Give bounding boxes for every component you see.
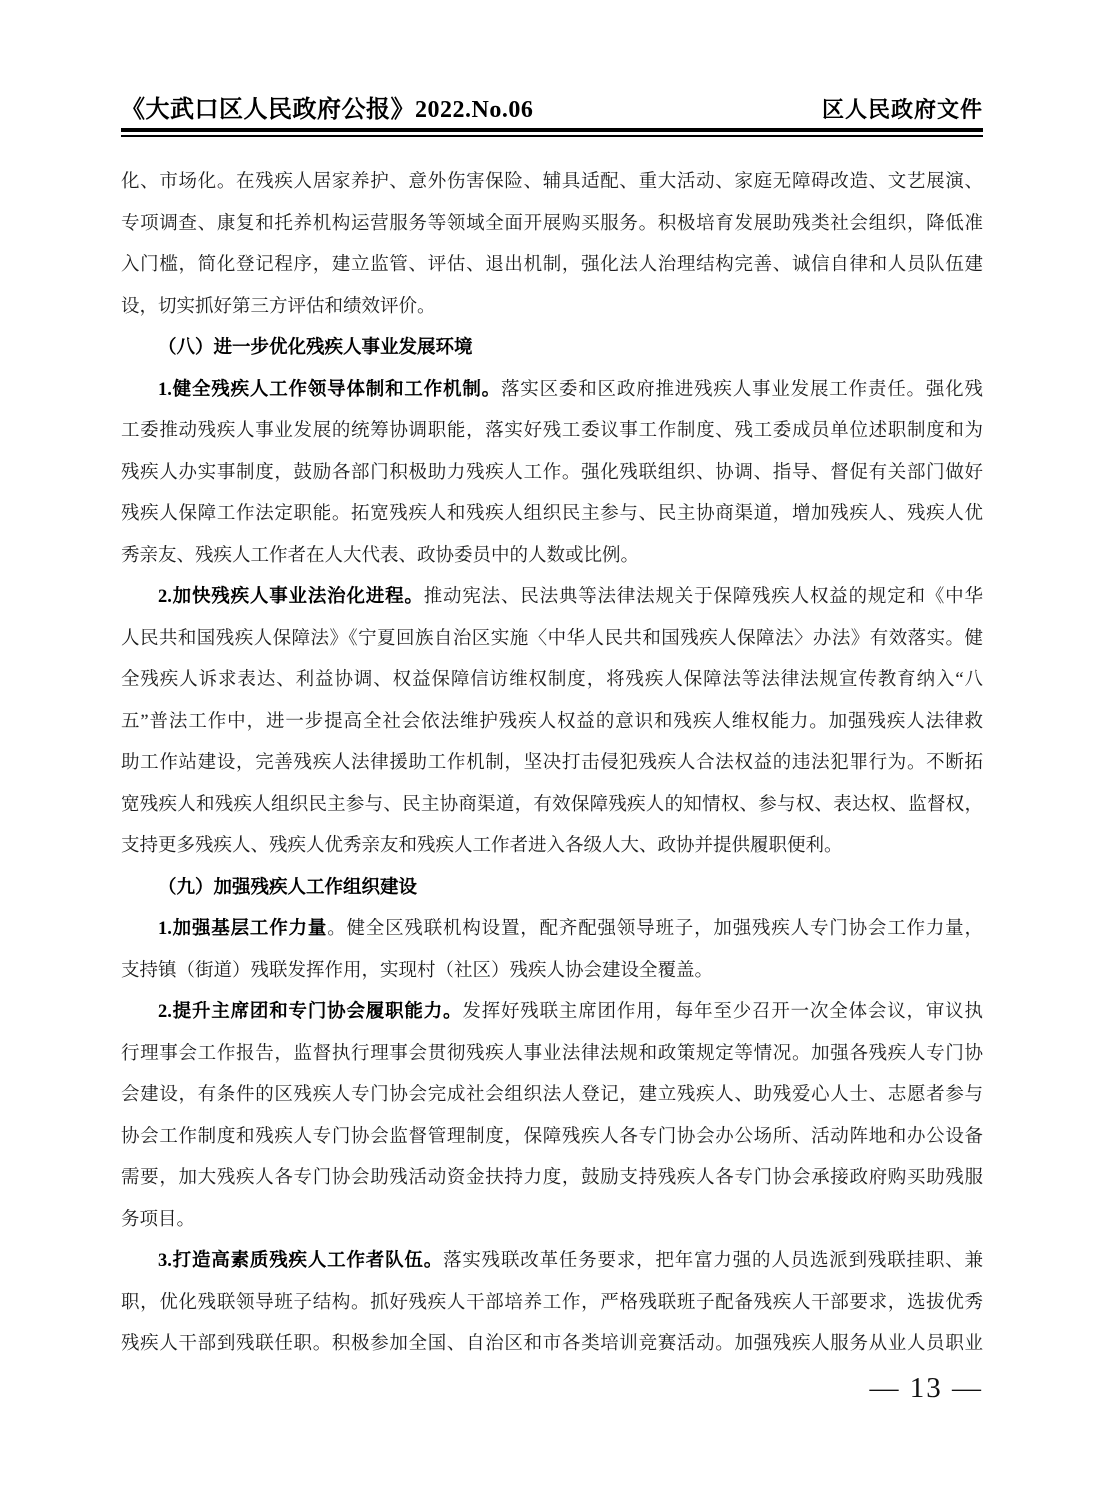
paragraph-line	[121, 619, 983, 661]
text-run: 人民共和国残疾人保障法》《宁夏回族自治区实施〈中华人民共和国残疾人保障法〉办法》有效落实。健	[121, 628, 983, 649]
text-run: 化、市场化。在残疾人居家养护、意外伤害保险、辅具适配、重大活动、家庭无障碍改造、文艺展演、	[121, 172, 983, 192]
paragraph-line	[121, 743, 983, 785]
text-run: 发挥好残联主席团作用，每年至少召开一次全体会议，审议执	[462, 1002, 983, 1022]
text-run: 入门槛，简化登记程序，建立监管、评估、退出机制，强化法人治理结构完善、诚信自律和人员队伍建	[121, 255, 983, 275]
paragraph-line	[121, 204, 983, 246]
paragraph-line	[121, 287, 983, 329]
bold-text-run: 1.健全残疾人工作领导体制和工作机制。	[158, 379, 501, 400]
paragraph-line	[121, 951, 983, 993]
text-run: 宽残疾人和残疾人组织民主参与、民主协商渠道，有效保障残疾人的知情权、参与权、表达权、监督权，	[121, 794, 983, 815]
paragraph-line	[121, 162, 983, 204]
paragraph-line	[121, 245, 983, 287]
page-header	[121, 97, 983, 137]
document-body	[121, 162, 983, 1366]
text-run: 秀亲友、残疾人工作者在人大代表、政协委员中的人数或比例。	[121, 545, 640, 566]
text-run: 支持更多残疾人、残疾人优秀亲友和残疾人工作者进入各级人大、政协并提供履职便利。	[121, 836, 843, 856]
text-run: 需要，加大残疾人各专门协会助残活动资金扶持力度，鼓励支持残疾人各专门协会承接政府购买助残服	[121, 1168, 983, 1188]
paragraph-line	[121, 494, 983, 536]
text-run: 支持镇（街道）残联发挥作用，实现村（社区）残疾人协会建设全覆盖。	[121, 960, 714, 981]
paragraph-line	[121, 1034, 983, 1076]
paragraph-line	[121, 453, 983, 495]
text-run: 专项调查、康复和托养机构运营服务等领域全面开展购买服务。积极培育发展助残类社会组织，降低准	[121, 213, 983, 234]
paragraph-line	[121, 826, 983, 868]
paragraph-line	[121, 1241, 983, 1283]
paragraph-line	[121, 1158, 983, 1200]
page-footer	[121, 1372, 983, 1405]
paragraph-line	[121, 1283, 983, 1325]
text-run: 推动宪法、民法典等法律法规关于保障残疾人权益的规定和《中华	[423, 587, 983, 607]
page-number: — 13 —	[869, 1371, 983, 1404]
text-run: 职，优化残联领导班子结构。抓好残疾人干部培养工作，严格残联班子配备残疾人干部要求，选拔优秀	[121, 1292, 983, 1313]
text-run: 全残疾人诉求表达、利益协调、权益保障信访维权制度，将残疾人保障法等法律法规宣传教育纳入“八	[121, 670, 983, 690]
text-run: 五”普法工作中，进一步提高全社会依法维护残疾人权益的意识和残疾人维权能力。加强残疾人法律救	[121, 711, 983, 732]
bold-text-run: （八）进一步优化残疾人事业发展环境	[158, 338, 473, 358]
paragraph-line	[121, 1200, 983, 1242]
text-run: 协会工作制度和残疾人专门协会监督管理制度，保障残疾人各专门协会办公场所、活动阵地和办公设备	[121, 1126, 983, 1147]
text-run: 残疾人保障工作法定职能。拓宽残疾人和残疾人组织民主参与、民主协商渠道，增加残疾人、残疾人优	[121, 504, 983, 524]
bold-text-run: 2.加快残疾人事业法治化进程。	[158, 587, 424, 607]
paragraph-line	[121, 1324, 983, 1366]
text-run: 落实区委和区政府推进残疾人事业发展工作责任。强化残	[501, 379, 983, 400]
paragraph-line	[121, 370, 983, 412]
header-double-rule	[121, 128, 983, 137]
paragraph-line	[121, 660, 983, 702]
paragraph-line	[121, 909, 983, 951]
document-category-label: 区人民政府文件	[821, 97, 983, 122]
text-run: 务项目。	[121, 1209, 196, 1230]
paragraph-line	[121, 785, 983, 827]
gazette-title: 《大武口区人民政府公报》2022.No.06	[121, 97, 534, 123]
bold-text-run: 3.打造高素质残疾人工作者队伍。	[158, 1251, 444, 1271]
text-run: 残疾人办实事制度，鼓励各部门积极助力残疾人工作。强化残联组织、协调、指导、督促有关部门做好	[121, 462, 983, 483]
text-run: 落实残联改革任务要求，把年富力强的人员选派到残联挂职、兼	[443, 1251, 983, 1271]
text-run: 设，切实抓好第三方评估和绩效评价。	[121, 296, 436, 317]
text-run: 行理事会工作报告，监督执行理事会贯彻残疾人事业法律法规和政策规定等情况。加强各残疾人专门协	[121, 1043, 983, 1064]
text-run: 工委推动残疾人事业发展的统筹协调职能，落实好残工委议事工作制度、残工委成员单位述职制度和为	[121, 421, 983, 441]
bold-text-run: 2.提升主席团和专门协会履职能力。	[158, 1002, 463, 1022]
text-run: 残疾人干部到残联任职。积极参加全国、自治区和市各类培训竞赛活动。加强残疾人服务从业人员职业	[121, 1334, 983, 1354]
section-heading-line	[121, 328, 983, 370]
paragraph-line	[121, 702, 983, 744]
paragraph-line	[121, 1117, 983, 1159]
paragraph-line	[121, 536, 983, 578]
bold-text-run: （九）加强残疾人工作组织建设	[158, 877, 418, 898]
paragraph-line	[121, 992, 983, 1034]
text-run: 。健全区残联机构设置，配齐配强领导班子，加强残疾人专门协会工作力量，	[327, 919, 983, 939]
paragraph-line	[121, 577, 983, 619]
paragraph-line	[121, 1075, 983, 1117]
text-run: 会建设，有条件的区残疾人专门协会完成社会组织法人登记，建立残疾人、助残爱心人士、志愿者参与	[121, 1085, 983, 1105]
paragraph-line	[121, 411, 983, 453]
bold-text-run: 1.加强基层工作力量	[158, 919, 328, 939]
text-run: 助工作站建设，完善残疾人法律援助工作机制，坚决打击侵犯残疾人合法权益的违法犯罪行为。不断拓	[121, 753, 983, 773]
section-heading-line	[121, 868, 983, 910]
